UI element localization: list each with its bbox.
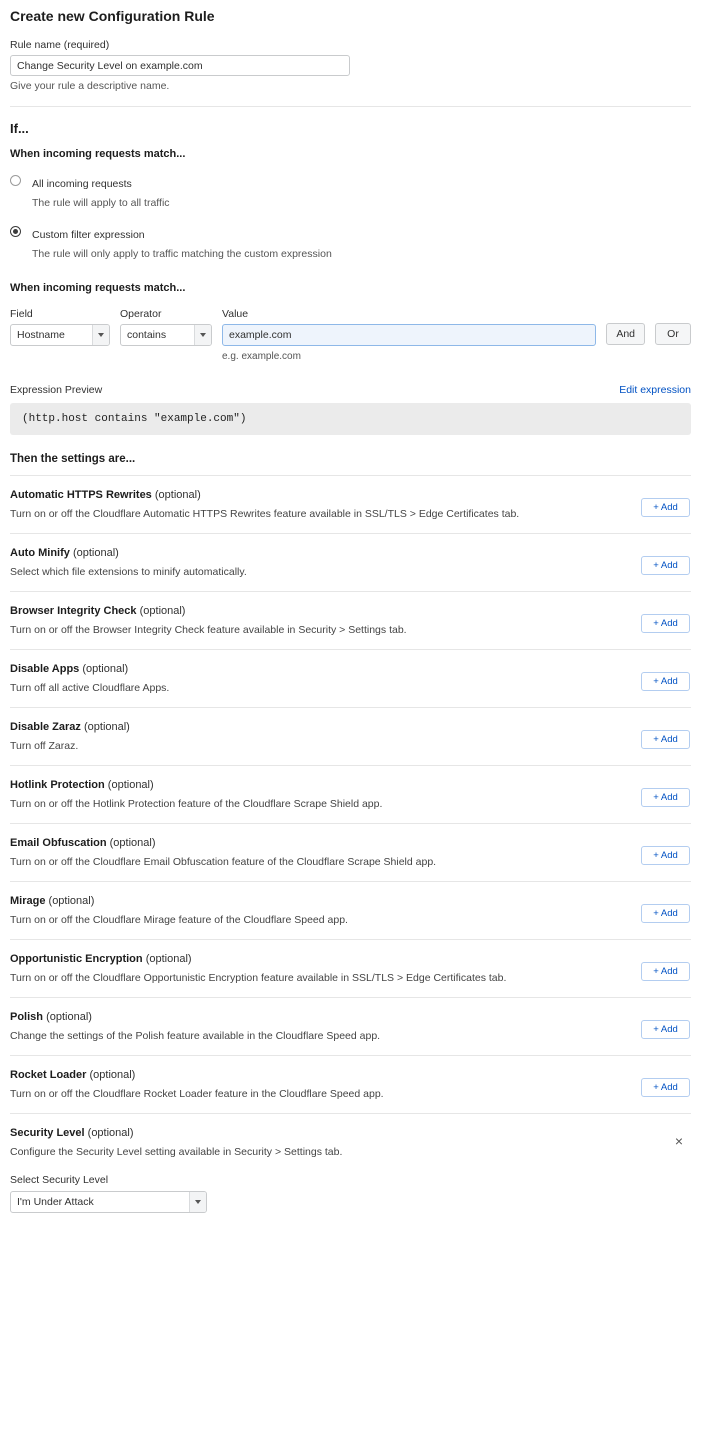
setting-browser-integrity-check [10, 591, 691, 649]
setting-description: Select which file extensions to minify automatically. [10, 566, 247, 578]
setting-title: Disable Apps (optional) [10, 663, 129, 675]
setting-description: Turn off all active Cloudflare Apps. [10, 682, 170, 694]
value-input[interactable] [222, 324, 596, 346]
setting-title: Security Level (optional) [10, 1127, 134, 1139]
value-label: Value [222, 308, 249, 320]
rule-name-label: Rule name (required) [10, 39, 110, 51]
match-heading: When incoming requests match... [10, 148, 186, 160]
add-button[interactable]: + Add [641, 1078, 690, 1097]
setting-description: Turn on or off the Cloudflare Email Obfuscation feature of the Cloudflare Scrape Shield app. [10, 856, 437, 868]
or-button-wrap [655, 308, 691, 345]
setting-disable-zaraz [10, 707, 691, 765]
setting-description: Turn on or off the Cloudflare Opportunistic Encryption feature available in SSL/TLS > Edge Certificates tab. [10, 972, 507, 984]
setting-description: Turn on or off the Hotlink Protection feature of the Cloudflare Scrape Shield app. [10, 798, 383, 810]
then-heading: Then the settings are... [10, 453, 136, 465]
setting-auto-minify [10, 533, 691, 591]
setting-security-level [10, 1113, 691, 1226]
chevron-down-icon[interactable] [92, 325, 109, 345]
operator-label: Operator [120, 308, 162, 320]
setting-hotlink-protection [10, 765, 691, 823]
expression-preview-header [10, 384, 691, 396]
radio-label-custom-filter: Custom filter expression [32, 229, 145, 241]
rule-name-input[interactable] [10, 55, 350, 76]
setting-email-obfuscation [10, 823, 691, 881]
field-column [10, 308, 110, 346]
add-button[interactable]: + Add [641, 556, 690, 575]
add-button[interactable]: + Add [641, 730, 690, 749]
setting-description: Turn on or off the Cloudflare Automatic HTTPS Rewrites feature available in SSL/TLS > Edge Certificates tab. [10, 508, 520, 520]
security-level-select[interactable] [10, 1191, 207, 1213]
setting-description: Turn off Zaraz. [10, 740, 79, 752]
operator-select[interactable] [120, 324, 212, 346]
builder-heading: When incoming requests match... [10, 282, 186, 294]
setting-description: Turn on or off the Browser Integrity Check feature available in Security > Settings tab. [10, 624, 407, 636]
radio-desc-all-requests: The rule will apply to all traffic [32, 197, 170, 209]
add-button[interactable]: + Add [641, 1020, 690, 1039]
setting-mirage [10, 881, 691, 939]
setting-title: Mirage (optional) [10, 895, 95, 907]
value-help: e.g. example.com [222, 351, 301, 362]
or-button[interactable]: Or [655, 323, 691, 345]
filter-builder-row [10, 308, 691, 362]
close-icon[interactable]: × [672, 1134, 686, 1148]
security-level-select-value: I'm Under Attack [17, 1196, 94, 1208]
expression-preview-label: Expression Preview [10, 384, 103, 396]
add-button[interactable]: + Add [641, 672, 690, 691]
chevron-down-icon[interactable] [189, 1192, 206, 1212]
setting-title: Browser Integrity Check (optional) [10, 605, 186, 617]
setting-opportunistic-encryption [10, 939, 691, 997]
chevron-down-icon[interactable] [194, 325, 211, 345]
setting-title: Auto Minify (optional) [10, 547, 119, 559]
radio-option-all-requests[interactable] [10, 174, 691, 209]
expression-preview-box: (http.host contains "example.com") [10, 403, 691, 435]
radio-icon-all-requests[interactable] [10, 175, 21, 186]
field-select[interactable] [10, 324, 110, 346]
setting-title: Rocket Loader (optional) [10, 1069, 136, 1081]
if-heading: If... [10, 121, 29, 136]
page-title: Create new Configuration Rule [10, 8, 215, 24]
radio-icon-custom-filter[interactable] [10, 226, 21, 237]
setting-rocket-loader [10, 1055, 691, 1113]
operator-select-value: contains [127, 329, 167, 341]
setting-title: Email Obfuscation (optional) [10, 837, 156, 849]
setting-title: Hotlink Protection (optional) [10, 779, 154, 791]
value-column [222, 308, 596, 362]
divider [10, 106, 691, 107]
setting-description: Turn on or off the Cloudflare Mirage feature of the Cloudflare Speed app. [10, 914, 348, 926]
setting-disable-apps [10, 649, 691, 707]
setting-title: Polish (optional) [10, 1011, 92, 1023]
radio-desc-custom-filter: The rule will only apply to traffic matching the custom expression [32, 248, 332, 260]
field-select-value: Hostname [17, 329, 65, 341]
setting-description: Change the settings of the Polish feature available in the Cloudflare Speed app. [10, 1030, 381, 1042]
field-label: Field [10, 308, 33, 320]
radio-option-custom-filter[interactable] [10, 225, 691, 260]
add-button[interactable]: + Add [641, 962, 690, 981]
add-button[interactable]: + Add [641, 788, 690, 807]
add-button[interactable]: + Add [641, 498, 690, 517]
add-button[interactable]: + Add [641, 614, 690, 633]
operator-column [120, 308, 212, 346]
rule-name-help: Give your rule a descriptive name. [10, 80, 170, 92]
and-button-wrap [606, 308, 645, 345]
add-button[interactable]: + Add [641, 904, 690, 923]
rule-name-group [10, 39, 691, 92]
setting-description: Configure the Security Level setting available in Security > Settings tab. [10, 1146, 343, 1158]
security-level-select-label: Select Security Level [10, 1174, 109, 1186]
setting-title: Automatic HTTPS Rewrites (optional) [10, 489, 201, 501]
edit-expression-link[interactable]: Edit expression [619, 384, 691, 396]
and-button[interactable]: And [606, 323, 645, 345]
setting-title: Opportunistic Encryption (optional) [10, 953, 192, 965]
setting-description: Turn on or off the Cloudflare Rocket Loader feature in the Cloudflare Speed app. [10, 1088, 384, 1100]
setting-automatic-https-rewrites [10, 475, 691, 533]
radio-label-all-requests: All incoming requests [32, 178, 132, 190]
setting-polish [10, 997, 691, 1055]
add-button[interactable]: + Add [641, 846, 690, 865]
setting-title: Disable Zaraz (optional) [10, 721, 130, 733]
